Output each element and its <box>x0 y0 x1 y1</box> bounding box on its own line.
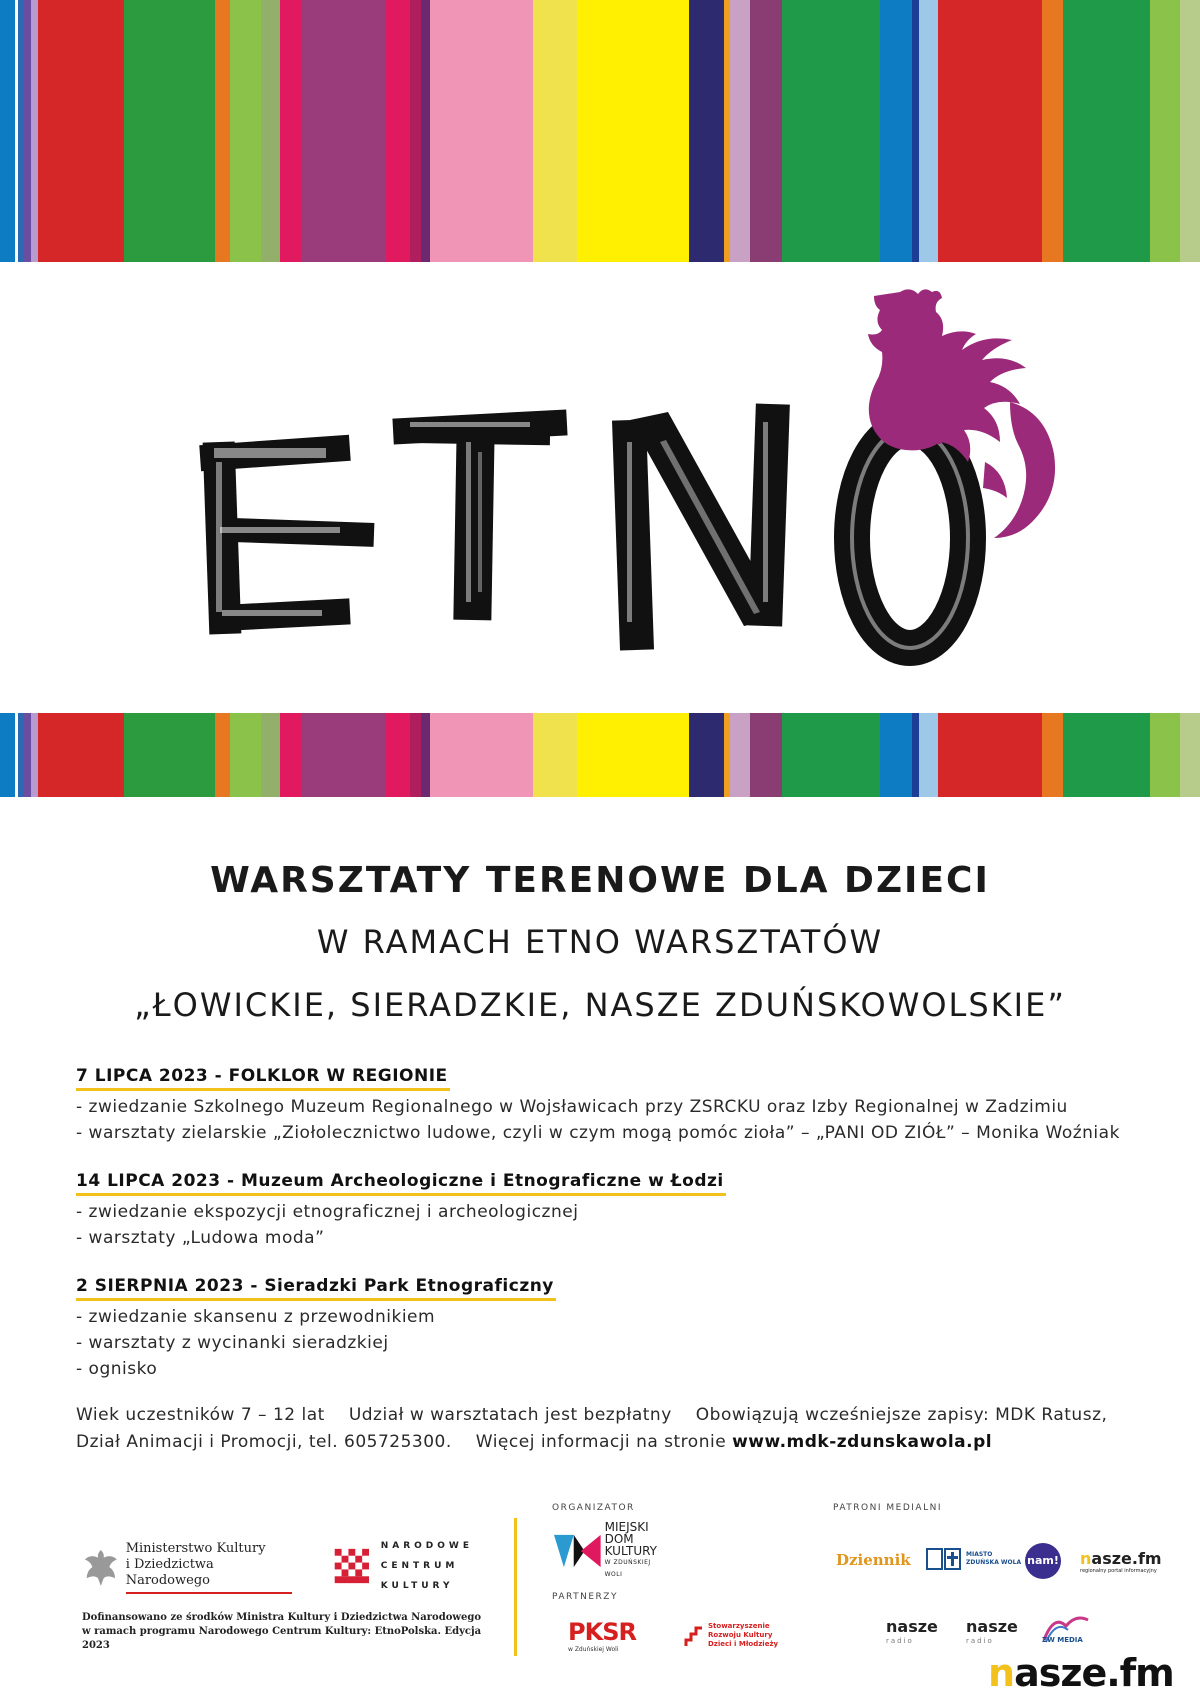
color-stripe <box>1042 713 1064 797</box>
mdk-line: W ZDUŃSKIEJ WOLI <box>604 1559 651 1578</box>
nck-line: CENTRUM <box>380 1561 459 1571</box>
color-stripe <box>59 713 124 797</box>
event-item: - ognisko <box>76 1359 158 1379</box>
color-stripe <box>750 0 782 262</box>
color-stripe <box>847 0 879 262</box>
event-section-1 <box>76 1066 1136 1146</box>
zw-media-text: ZW MEDIA <box>1042 1636 1083 1644</box>
watermark-n: n <box>988 1651 1015 1695</box>
project-title: „ŁOWICKIE, SIERADZKIE, NASZE ZDUŃSKOWOLSKIE” <box>134 986 1066 1024</box>
event-item: - warsztaty „Ludowa moda” <box>76 1228 325 1248</box>
color-stripe <box>847 713 879 797</box>
ministry-name-line: i Dziedzictwa Narodowego <box>125 1556 214 1588</box>
color-stripe <box>650 0 689 262</box>
color-stripe <box>124 713 215 797</box>
event-item: - zwiedzanie ekspozycji etnograficznej i archeologicznej <box>76 1202 579 1222</box>
letter-n-brush <box>612 403 790 650</box>
color-stripe <box>421 713 430 797</box>
color-stripe <box>334 713 386 797</box>
color-stripe <box>1063 0 1106 262</box>
association-line: Rozwoju Kultury <box>708 1631 773 1639</box>
event-item: - warsztaty z wycinanki sieradzkiej <box>76 1333 389 1353</box>
naszefm-n: n <box>1080 1549 1092 1568</box>
color-stripe <box>23 713 32 797</box>
radio-sub: radio <box>966 1637 994 1645</box>
color-stripe <box>730 713 749 797</box>
nasze-radio-logo-2 <box>966 1617 1018 1648</box>
color-stripe <box>430 713 482 797</box>
color-stripe <box>1180 713 1199 797</box>
naszefm-subtext: regionalny portal informacyjny <box>1080 1568 1157 1574</box>
color-stripe <box>124 0 215 262</box>
steps-icon <box>684 1624 704 1648</box>
color-stripe <box>215 713 230 797</box>
city-line: ZDUŃSKA WOLA <box>966 1559 1022 1566</box>
event-section-2 <box>76 1171 1136 1251</box>
naszefm-text: asze.fm <box>1091 1549 1162 1568</box>
color-stripe <box>689 713 724 797</box>
color-stripe <box>230 713 260 797</box>
color-stripe <box>988 0 1042 262</box>
color-stripe <box>533 0 576 262</box>
color-stripe <box>1150 713 1180 797</box>
color-stripe <box>938 0 988 262</box>
color-stripe <box>386 0 410 262</box>
radio-name: nasze <box>886 1617 938 1636</box>
free-info: Udział w warsztatach jest bezpłatny <box>348 1405 672 1425</box>
etno-logo <box>0 262 1200 713</box>
color-stripe <box>613 0 650 262</box>
more-info-label: Więcej informacji na stronie <box>475 1432 727 1452</box>
color-stripe <box>919 0 938 262</box>
color-stripe <box>280 713 302 797</box>
association-logo <box>684 1622 778 1649</box>
age-info: Wiek uczestników 7 – 12 lat <box>76 1405 325 1425</box>
nck-logo <box>333 1538 473 1594</box>
radio-sub: radio <box>886 1637 914 1645</box>
color-stripe <box>230 0 260 262</box>
pksr-text: PKSR <box>568 1618 636 1646</box>
color-stripe <box>0 0 15 262</box>
mdk-line: DOM <box>604 1532 634 1546</box>
color-stripe <box>430 0 482 262</box>
color-stripe <box>386 713 410 797</box>
color-stripe <box>481 0 533 262</box>
event-date-title: 2 SIERPNIA 2023 - Sieradzki Park Etnograficzny <box>76 1276 556 1301</box>
dziennik-logo: Dziennik <box>836 1551 911 1569</box>
nck-line: KULTURY <box>380 1581 454 1591</box>
event-section-3 <box>76 1276 1136 1382</box>
nck-pattern-icon <box>333 1542 371 1590</box>
color-stripe <box>1180 0 1199 262</box>
media-patrons-label: PATRONI MEDIALNI <box>833 1503 942 1513</box>
signup-info: Obowiązują wcześniejsze zapisy: MDK Ratusz, <box>695 1405 1108 1425</box>
color-stripe <box>782 0 847 262</box>
organizer-label: ORGANIZATOR <box>552 1503 635 1513</box>
color-stripe <box>334 0 386 262</box>
color-stripe <box>302 0 334 262</box>
color-stripe <box>215 0 230 262</box>
nami-logo: nam! <box>1025 1543 1061 1579</box>
pksr-logo <box>568 1618 636 1653</box>
color-stripe <box>577 713 614 797</box>
nck-line: NARODOWE <box>380 1541 473 1551</box>
association-line: Dzieci i Młodzieży <box>708 1640 779 1648</box>
nasze-radio-logo <box>886 1617 938 1648</box>
color-stripe <box>919 713 938 797</box>
mdk-logo <box>554 1520 664 1578</box>
color-stripe <box>1107 0 1150 262</box>
mdk-line: KULTURY <box>604 1544 658 1558</box>
color-stripe <box>689 0 724 262</box>
letter-e-brush <box>199 435 374 635</box>
top-color-stripes <box>0 0 1200 262</box>
radio-name: nasze <box>966 1617 1018 1636</box>
color-stripe <box>613 713 650 797</box>
letter-o-brush <box>852 428 968 648</box>
website-link[interactable]: www.mdk-zdunskawola.pl <box>732 1432 993 1452</box>
color-stripe <box>410 0 421 262</box>
color-stripe <box>481 713 533 797</box>
watermark-text: asze.fm <box>1014 1651 1174 1695</box>
city-crest-icon <box>926 1546 962 1572</box>
letter-t-brush <box>392 409 567 620</box>
naszefm-logo <box>1080 1549 1162 1574</box>
color-stripe <box>533 713 576 797</box>
color-stripe <box>261 713 280 797</box>
ministry-culture-logo <box>82 1540 292 1590</box>
color-stripe <box>650 713 689 797</box>
event-item: - warsztaty zielarskie „Ziołolecznictwo ludowe, czyli w czym mogą pomóc zioła” – „PANI OD ZIÓŁ” – Monika Woźniak <box>76 1123 1120 1143</box>
funding-line: Dofinansowano ze środków Ministra Kultury i Dziedzictwa Narodowego <box>82 1612 482 1623</box>
eagle-emblem-icon <box>82 1545 120 1589</box>
color-stripe <box>23 0 32 262</box>
naszefm-watermark <box>988 1651 1174 1695</box>
color-stripe <box>1063 713 1106 797</box>
color-stripe <box>880 713 912 797</box>
sub-heading: W RAMACH ETNO WARSZTATÓW <box>316 923 884 961</box>
event-item: - zwiedzanie Szkolnego Muzeum Regionalnego w Wojsławicach przy ZSRCKU oraz Izby Regionalnej w Zadzimiu <box>76 1097 1068 1117</box>
color-stripe <box>410 713 421 797</box>
color-stripe <box>1042 0 1064 262</box>
partners-label: PARTNERZY <box>552 1592 618 1602</box>
funding-line: w ramach programu Narodowego Centrum Kultury: EtnoPolska. Edycja 2023 <box>82 1626 482 1651</box>
color-stripe <box>730 0 749 262</box>
color-stripe <box>38 0 60 262</box>
color-stripe <box>782 713 847 797</box>
association-line: Stowarzyszenie <box>708 1622 770 1630</box>
color-stripe <box>750 713 782 797</box>
color-stripe <box>59 0 124 262</box>
color-stripe <box>302 713 334 797</box>
color-stripe <box>421 0 430 262</box>
department-info: Dział Animacji i Promocji, tel. 605725300. <box>76 1432 452 1452</box>
event-date-title: 14 LIPCA 2023 - Muzeum Archeologiczne i Etnograficzne w Łodzi <box>76 1171 726 1196</box>
mdk-line: MIEJSKI <box>604 1520 649 1534</box>
color-stripe <box>938 713 988 797</box>
color-stripe <box>1150 0 1180 262</box>
event-item: - zwiedzanie skansenu z przewodnikiem <box>76 1307 436 1327</box>
ministry-name-line: Ministerstwo Kultury <box>125 1540 266 1556</box>
color-stripe <box>577 0 614 262</box>
color-stripe <box>280 0 302 262</box>
color-stripe <box>38 713 60 797</box>
city-line: MIASTO <box>966 1551 993 1558</box>
color-stripe <box>261 0 280 262</box>
funding-note <box>82 1611 502 1653</box>
pksr-subtext: w Zduńskiej Woli <box>568 1646 619 1653</box>
color-stripe <box>0 713 15 797</box>
color-stripe <box>988 713 1042 797</box>
footer-divider <box>514 1518 517 1656</box>
color-stripe <box>1107 713 1150 797</box>
mdk-mark-icon <box>554 1531 601 1571</box>
main-heading: WARSZTATY TERENOWE DLA DZIECI <box>210 860 990 901</box>
bottom-color-stripes <box>0 713 1200 797</box>
color-stripe <box>880 0 912 262</box>
participation-info <box>76 1402 1136 1456</box>
event-date-title: 7 LIPCA 2023 - FOLKLOR W REGIONIE <box>76 1066 450 1091</box>
city-logo <box>926 1546 1021 1572</box>
zw-media-logo <box>1038 1614 1094 1648</box>
